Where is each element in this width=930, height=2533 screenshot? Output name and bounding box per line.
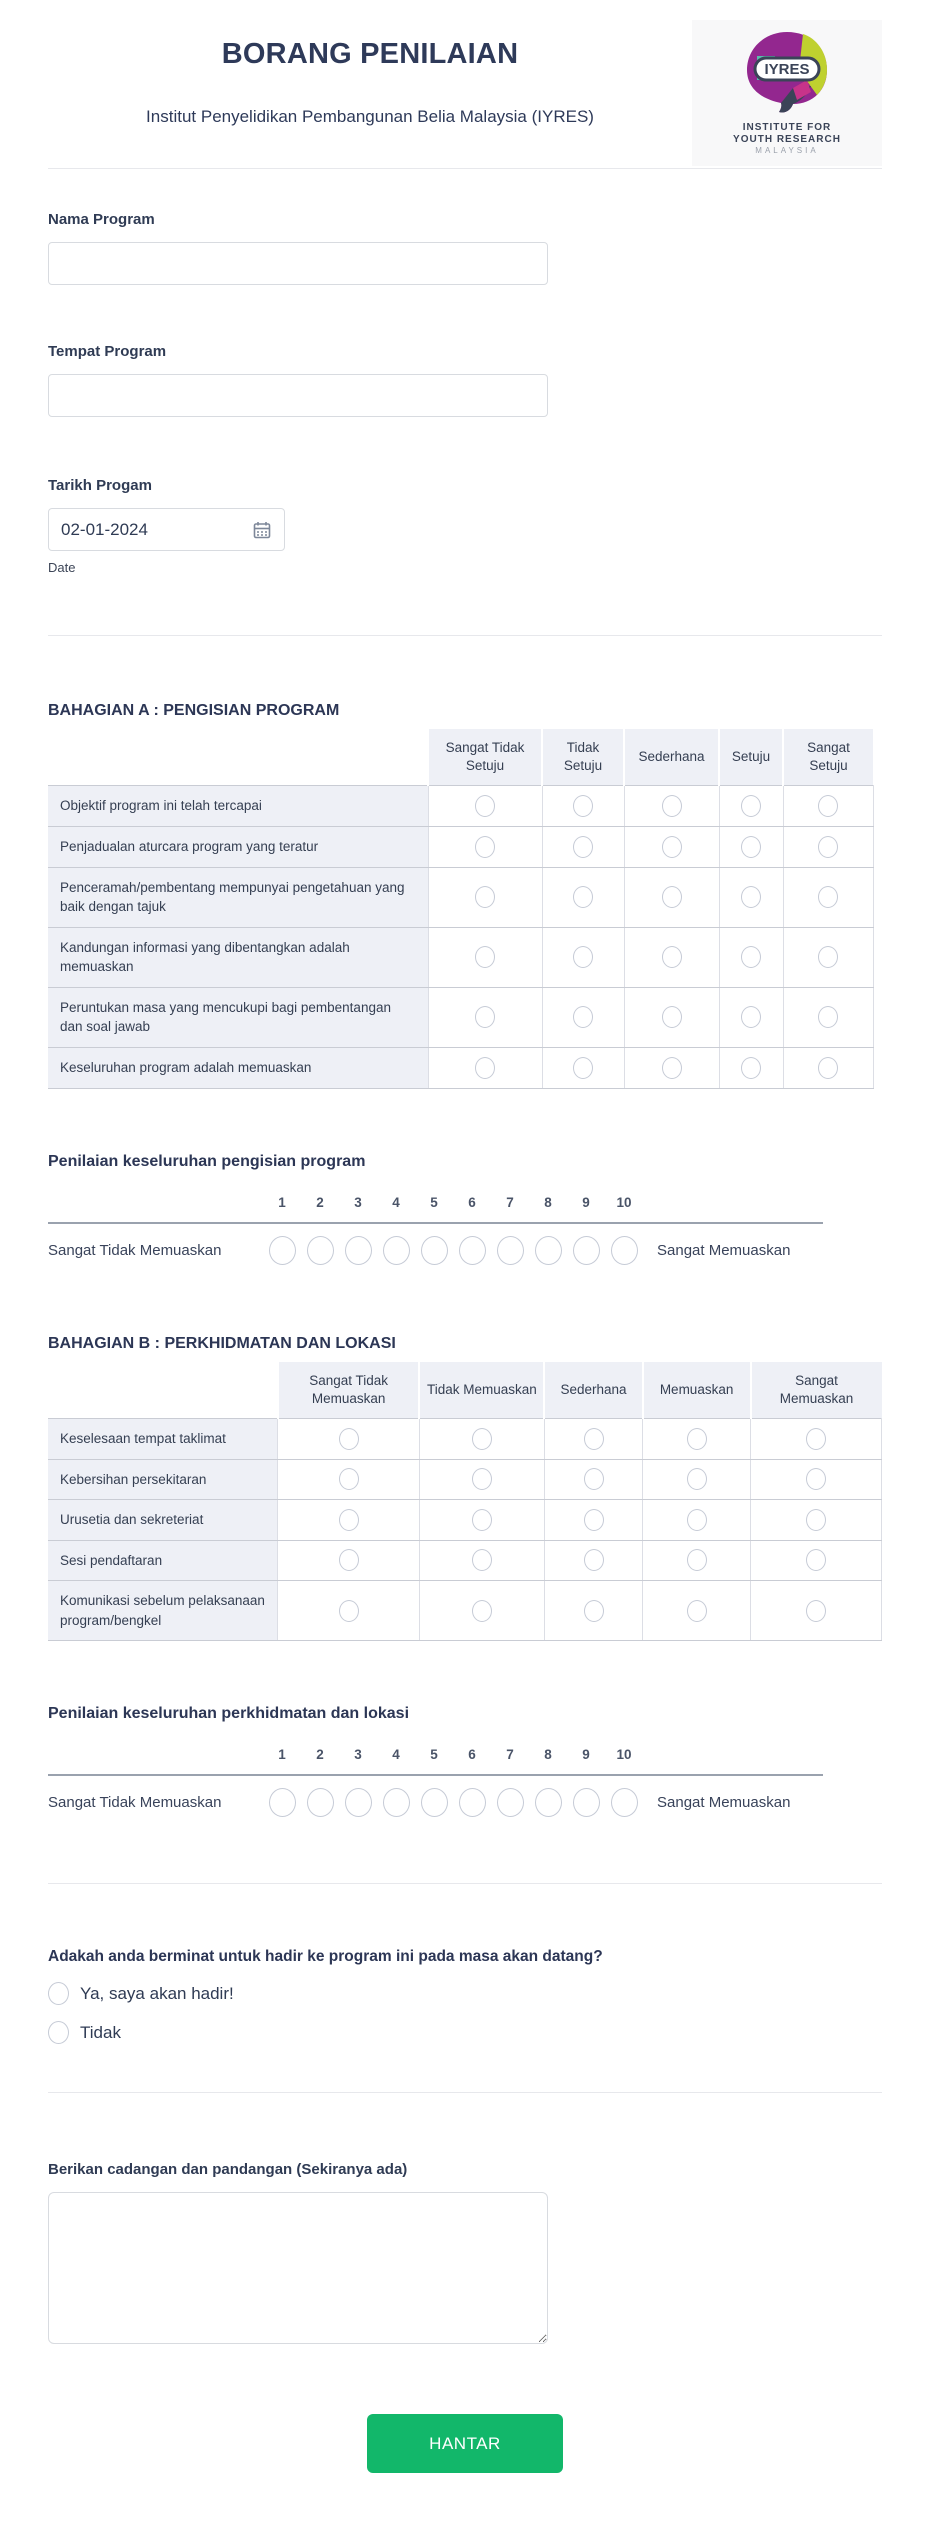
table-row <box>48 1500 882 1541</box>
radio-button[interactable] <box>475 1057 495 1079</box>
row-label: Objektif program ini telah tercapai <box>48 786 428 827</box>
radio-button[interactable] <box>806 1509 826 1531</box>
row-label: Sesi pendaftaran <box>48 1540 278 1581</box>
radio-button[interactable] <box>497 1236 524 1265</box>
scale-a <box>48 1153 882 1265</box>
radio-button[interactable] <box>687 1549 707 1571</box>
scale-b-numbers: 1 2 3 4 5 6 7 8 9 10 <box>48 1747 823 1776</box>
radio-button[interactable] <box>741 1057 761 1079</box>
header-divider <box>48 168 882 169</box>
radio-button[interactable] <box>475 946 495 968</box>
row-label: Kebersihan persekitaran <box>48 1459 278 1500</box>
row-label: Penjadualan aturcara program yang teratur <box>48 827 428 868</box>
radio-button[interactable] <box>584 1549 604 1571</box>
radio-button[interactable] <box>818 795 838 817</box>
column-header: Tidak Memuaskan <box>419 1362 544 1419</box>
row-label: Peruntukan masa yang mencukupi bagi pembentangan dan soal jawab <box>48 987 428 1047</box>
option-label: Tidak <box>80 2022 121 2042</box>
radio-button[interactable] <box>421 1788 448 1817</box>
section-a-title: BAHAGIAN A : PENGISIAN PROGRAM <box>48 702 340 719</box>
radio-button[interactable] <box>573 946 593 968</box>
section-b-title: BAHAGIAN B : PERKHIDMATAN DAN LOKASI <box>48 1334 396 1352</box>
table-row <box>48 1047 873 1088</box>
column-header: Setuju <box>719 729 783 786</box>
calendar-icon[interactable] <box>252 520 272 540</box>
radio-button[interactable] <box>584 1509 604 1531</box>
radio-button[interactable] <box>48 2021 69 2044</box>
row-label: Urusetia dan sekreteriat <box>48 1500 278 1541</box>
radio-button[interactable] <box>475 836 495 858</box>
radio-button[interactable] <box>345 1788 372 1817</box>
feedback-label: Berikan cadangan dan pandangan (Sekiranya ada) <box>48 2161 408 2179</box>
radio-button[interactable] <box>472 1509 492 1531</box>
nama-program-input[interactable] <box>48 242 548 285</box>
iyres-logo-caption: INSTITUTE FOR YOUTH RESEARCH MALAYSIA <box>733 122 841 156</box>
scale-b-widget <box>48 1747 823 1817</box>
radio-button[interactable] <box>818 1006 838 1028</box>
nama-program-label: Nama Program <box>48 211 155 228</box>
tempat-program-field <box>48 343 882 417</box>
column-header: Sederhana <box>624 729 719 786</box>
radio-button[interactable] <box>662 795 682 817</box>
scale-max-label: Sangat Memuaskan <box>657 1794 791 1812</box>
radio-button[interactable] <box>584 1468 604 1490</box>
radio-button[interactable] <box>475 886 495 908</box>
column-header: Sangat Setuju <box>783 729 873 786</box>
row-label: Keseluruhan program adalah memuaskan <box>48 1047 428 1088</box>
table-row <box>48 927 873 987</box>
radio-button[interactable] <box>818 886 838 908</box>
submit-button[interactable]: HANTAR <box>367 2414 563 2473</box>
column-header: Sangat Tidak Memuaskan <box>278 1362 419 1419</box>
radio-button[interactable] <box>475 1006 495 1028</box>
radio-button[interactable] <box>307 1788 334 1817</box>
scale-b <box>48 1705 882 1817</box>
radio-button[interactable] <box>611 1788 638 1817</box>
radio-button[interactable] <box>573 1236 600 1265</box>
tempat-program-input[interactable] <box>48 374 548 417</box>
column-header: Memuaskan <box>643 1362 751 1419</box>
row-label: Komunikasi sebelum pelaksanaan program/bengkel <box>48 1581 278 1641</box>
radio-button[interactable] <box>573 1006 593 1028</box>
radio-button[interactable] <box>741 946 761 968</box>
table-row <box>48 1581 882 1641</box>
table-row <box>48 786 873 827</box>
radio-button[interactable] <box>806 1428 826 1450</box>
attendance-option-no <box>48 2021 882 2044</box>
column-header: Sangat Memuaskan <box>751 1362 882 1419</box>
tarikh-program-field <box>48 477 882 575</box>
radio-button[interactable] <box>339 1428 359 1450</box>
radio-button[interactable] <box>475 795 495 817</box>
scale-min-label: Sangat Tidak Memuaskan <box>48 1241 222 1259</box>
nama-program-field <box>48 211 882 285</box>
scale-a-numbers: 1 2 3 4 5 6 7 8 9 10 <box>48 1195 823 1224</box>
tempat-program-label: Tempat Program <box>48 343 167 360</box>
scale-max-label: Sangat Memuaskan <box>657 1241 791 1259</box>
scale-a-options <box>48 1236 823 1265</box>
radio-button[interactable] <box>535 1236 562 1265</box>
table-row <box>48 1459 882 1500</box>
section-divider <box>48 1883 882 1884</box>
radio-button[interactable] <box>573 886 593 908</box>
radio-button[interactable] <box>806 1468 826 1490</box>
feedback-textarea[interactable] <box>48 2192 548 2344</box>
section-b <box>48 1335 882 1642</box>
radio-button[interactable] <box>307 1236 334 1265</box>
radio-button[interactable] <box>584 1600 604 1622</box>
submit-row <box>48 2414 882 2473</box>
radio-button[interactable] <box>662 836 682 858</box>
row-label: Penceramah/pembentang mempunyai pengetahuan yang baik dengan tajuk <box>48 867 428 927</box>
section-a <box>48 702 882 1089</box>
scale-b-title: Penilaian keseluruhan perkhidmatan dan lokasi <box>48 1705 410 1723</box>
radio-button[interactable] <box>339 1549 359 1571</box>
scale-min-label: Sangat Tidak Memuaskan <box>48 1794 222 1812</box>
date-input-wrap <box>48 508 285 551</box>
row-label: Kandungan informasi yang dibentangkan adalah memuaskan <box>48 927 428 987</box>
section-divider <box>48 2092 882 2093</box>
feedback-section <box>48 2161 882 2344</box>
date-helper-text: Date <box>48 560 76 575</box>
form-header-text <box>48 20 692 127</box>
attendance-section <box>48 1948 882 2044</box>
radio-button[interactable] <box>806 1549 826 1571</box>
radio-button[interactable] <box>472 1428 492 1450</box>
section-a-matrix <box>48 729 874 1089</box>
radio-button[interactable] <box>573 1788 600 1817</box>
radio-button[interactable] <box>472 1600 492 1622</box>
date-input[interactable] <box>61 520 252 540</box>
radio-button[interactable] <box>741 1006 761 1028</box>
scale-b-options <box>48 1788 823 1817</box>
radio-button[interactable] <box>741 795 761 817</box>
radio-button[interactable] <box>687 1509 707 1531</box>
page-title: BORANG PENILAIAN <box>221 38 519 70</box>
column-header: Sangat Tidak Setuju <box>428 729 542 786</box>
scale-a-widget <box>48 1195 823 1265</box>
column-header: Tidak Setuju <box>542 729 624 786</box>
radio-button[interactable] <box>472 1549 492 1571</box>
table-row <box>48 827 873 868</box>
option-label: Ya, saya akan hadir! <box>80 1983 234 2003</box>
radio-button[interactable] <box>741 836 761 858</box>
radio-button[interactable] <box>662 886 682 908</box>
row-label: Keselesaan tempat taklimat <box>48 1418 278 1459</box>
radio-button[interactable] <box>535 1788 562 1817</box>
radio-button[interactable] <box>269 1788 296 1817</box>
table-row <box>48 867 873 927</box>
section-divider <box>48 635 882 636</box>
iyres-logo-mark <box>741 30 833 118</box>
radio-button[interactable] <box>573 795 593 817</box>
column-header: Sederhana <box>544 1362 642 1419</box>
scale-a-title: Penilaian keseluruhan pengisian program <box>48 1152 366 1170</box>
page-subtitle: Institut Penyelidikan Pembangunan Belia Malaysia (IYRES) <box>146 107 594 126</box>
radio-button[interactable] <box>48 1982 69 2005</box>
radio-button[interactable] <box>339 1468 359 1490</box>
table-row <box>48 1540 882 1581</box>
radio-button[interactable] <box>662 946 682 968</box>
radio-button[interactable] <box>339 1509 359 1531</box>
radio-button[interactable] <box>818 836 838 858</box>
radio-button[interactable] <box>459 1236 486 1265</box>
radio-button[interactable] <box>584 1428 604 1450</box>
radio-button[interactable] <box>345 1236 372 1265</box>
radio-button[interactable] <box>421 1236 448 1265</box>
radio-button[interactable] <box>573 836 593 858</box>
iyres-logo <box>692 20 882 166</box>
radio-button[interactable] <box>269 1236 296 1265</box>
radio-button[interactable] <box>687 1428 707 1450</box>
radio-button[interactable] <box>339 1600 359 1622</box>
table-row <box>48 1418 882 1459</box>
tarikh-program-label: Tarikh Progam <box>48 477 152 494</box>
radio-button[interactable] <box>497 1788 524 1817</box>
radio-button[interactable] <box>818 946 838 968</box>
section-b-matrix <box>48 1362 882 1642</box>
radio-button[interactable] <box>383 1788 410 1817</box>
form-header <box>48 20 882 166</box>
radio-button[interactable] <box>687 1600 707 1622</box>
radio-button[interactable] <box>741 886 761 908</box>
svg-text:IYRES: IYRES <box>764 61 810 79</box>
radio-button[interactable] <box>611 1236 638 1265</box>
radio-button[interactable] <box>806 1600 826 1622</box>
attendance-question: Adakah anda berminat untuk hadir ke program ini pada masa akan datang? <box>48 1948 603 1966</box>
radio-button[interactable] <box>687 1468 707 1490</box>
table-row <box>48 987 873 1047</box>
radio-button[interactable] <box>459 1788 486 1817</box>
attendance-option-yes <box>48 1982 882 2005</box>
radio-button[interactable] <box>818 1057 838 1079</box>
radio-button[interactable] <box>383 1236 410 1265</box>
radio-button[interactable] <box>662 1057 682 1079</box>
radio-button[interactable] <box>472 1468 492 1490</box>
radio-button[interactable] <box>573 1057 593 1079</box>
radio-button[interactable] <box>662 1006 682 1028</box>
